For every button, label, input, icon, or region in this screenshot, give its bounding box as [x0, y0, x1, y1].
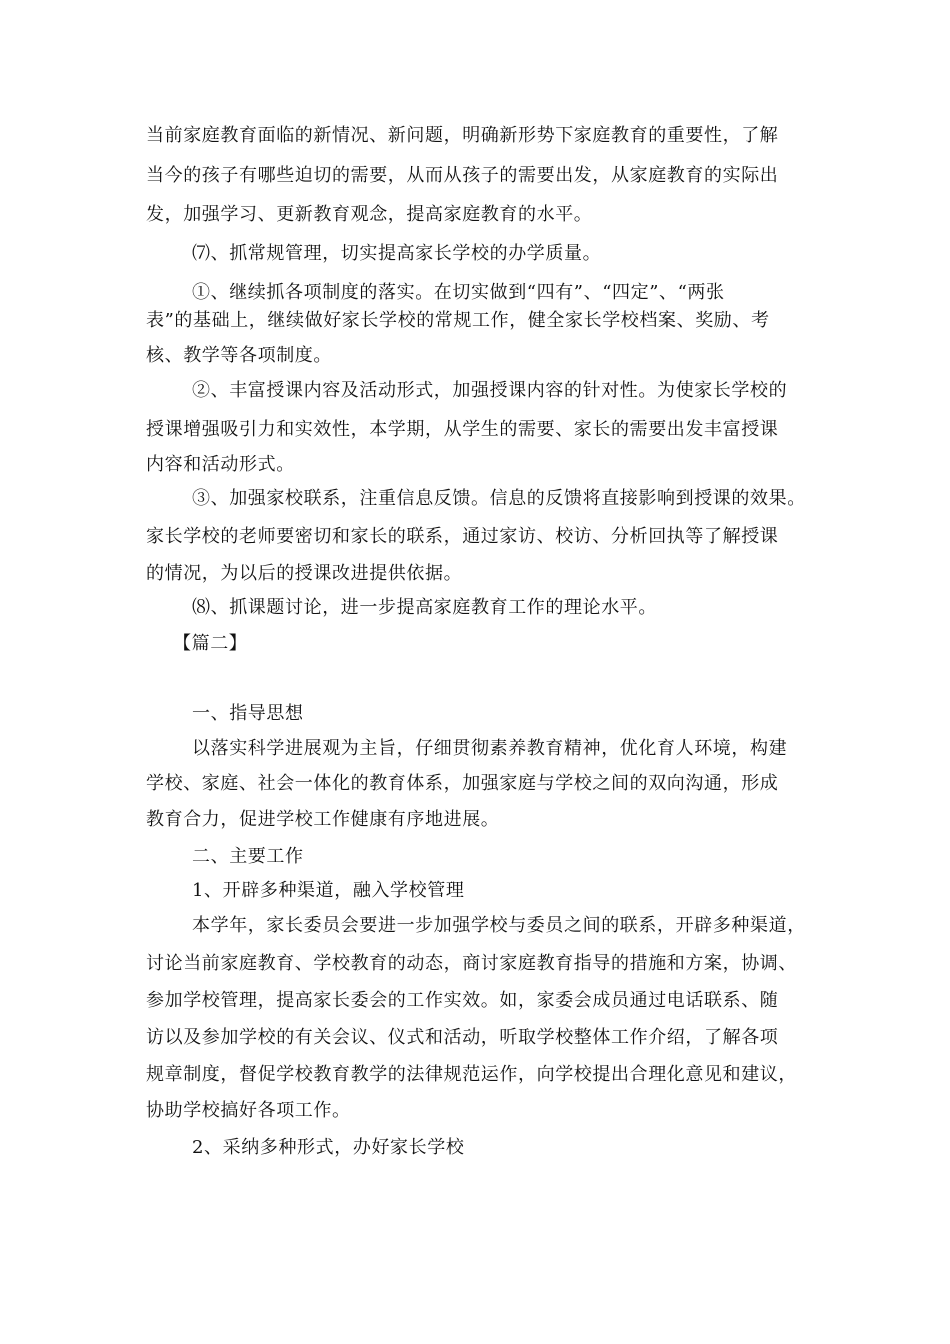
text-line: 本学年，家长委员会要进一步加强学校与委员之间的联系，开辟多种渠道， [192, 915, 806, 936]
text-line: ③、加强家校联系，注重信息反馈。信息的反馈将直接影响到授课的效果。 [192, 488, 806, 509]
text-line: 教育合力，促进学校工作健康有序地进展。 [146, 809, 500, 830]
text-line: 内容和活动形式。 [146, 454, 295, 475]
text-line: 以落实科学进展观为主旨，仔细贯彻素养教育精神，优化育人环境，构建 [192, 738, 788, 759]
text-line: 当今的孩子有哪些迫切的需要，从而从孩子的需要出发，从家庭教育的实际出 [146, 165, 779, 186]
text-line: 访以及参加学校的有关会议、仪式和活动，听取学校整体工作介绍，了解各项 [146, 1027, 779, 1048]
text-line: ⑺、抓常规管理，切实提高家长学校的办学质量。 [192, 243, 602, 264]
text-line: 规章制度，督促学校教育教学的法律规范运作，向学校提出合理化意见和建议， [146, 1064, 797, 1085]
text-line: ①、继续抓各项制度的落实。在切实做到“四有”、“四定”、“两张 [192, 282, 725, 303]
text-line: 家长学校的老师要密切和家长的联系，通过家访、校访、分析回执等了解授课 [146, 526, 779, 547]
text-line: 协助学校搞好各项工作。 [146, 1100, 351, 1121]
text-line: 核、教学等各项制度。 [146, 345, 332, 366]
text-line: 讨论当前家庭教育、学校教育的动态，商讨家庭教育指导的措施和方案，协调、 [146, 953, 797, 974]
text-line: 当前家庭教育面临的新情况、新问题，明确新形势下家庭教育的重要性，了解 [146, 125, 779, 146]
text-line: ②、丰富授课内容及活动形式，加强授课内容的针对性。为使家长学校的 [192, 380, 788, 401]
text-line: 学校、家庭、社会一体化的教育体系，加强家庭与学校之间的双向沟通，形成 [146, 773, 779, 794]
text-line: ⑻、抓课题讨论，进一步提高家庭教育工作的理论水平。 [192, 597, 657, 618]
text-line: 一、指导思想 [192, 703, 304, 724]
text-line: 2、采纳多种形式，办好家长学校 [192, 1137, 465, 1158]
section-heading: 【篇二】 [173, 633, 248, 654]
text-line: 表”的基础上，继续做好家长学校的常规工作，健全家长学校档案、奖励、考 [146, 310, 770, 331]
text-line: 参加学校管理，提高家长委会的工作实效。如，家委会成员通过电话联系、随 [146, 990, 779, 1011]
text-line: 授课增强吸引力和实效性，本学期，从学生的需要、家长的需要出发丰富授课 [146, 419, 779, 440]
text-line: 二、主要工作 [192, 846, 304, 867]
text-line: 的情况，为以后的授课改进提供依据。 [146, 563, 463, 584]
text-line: 发，加强学习、更新教育观念，提高家庭教育的水平。 [146, 204, 593, 225]
text-line: 1、开辟多种渠道，融入学校管理 [192, 880, 465, 901]
